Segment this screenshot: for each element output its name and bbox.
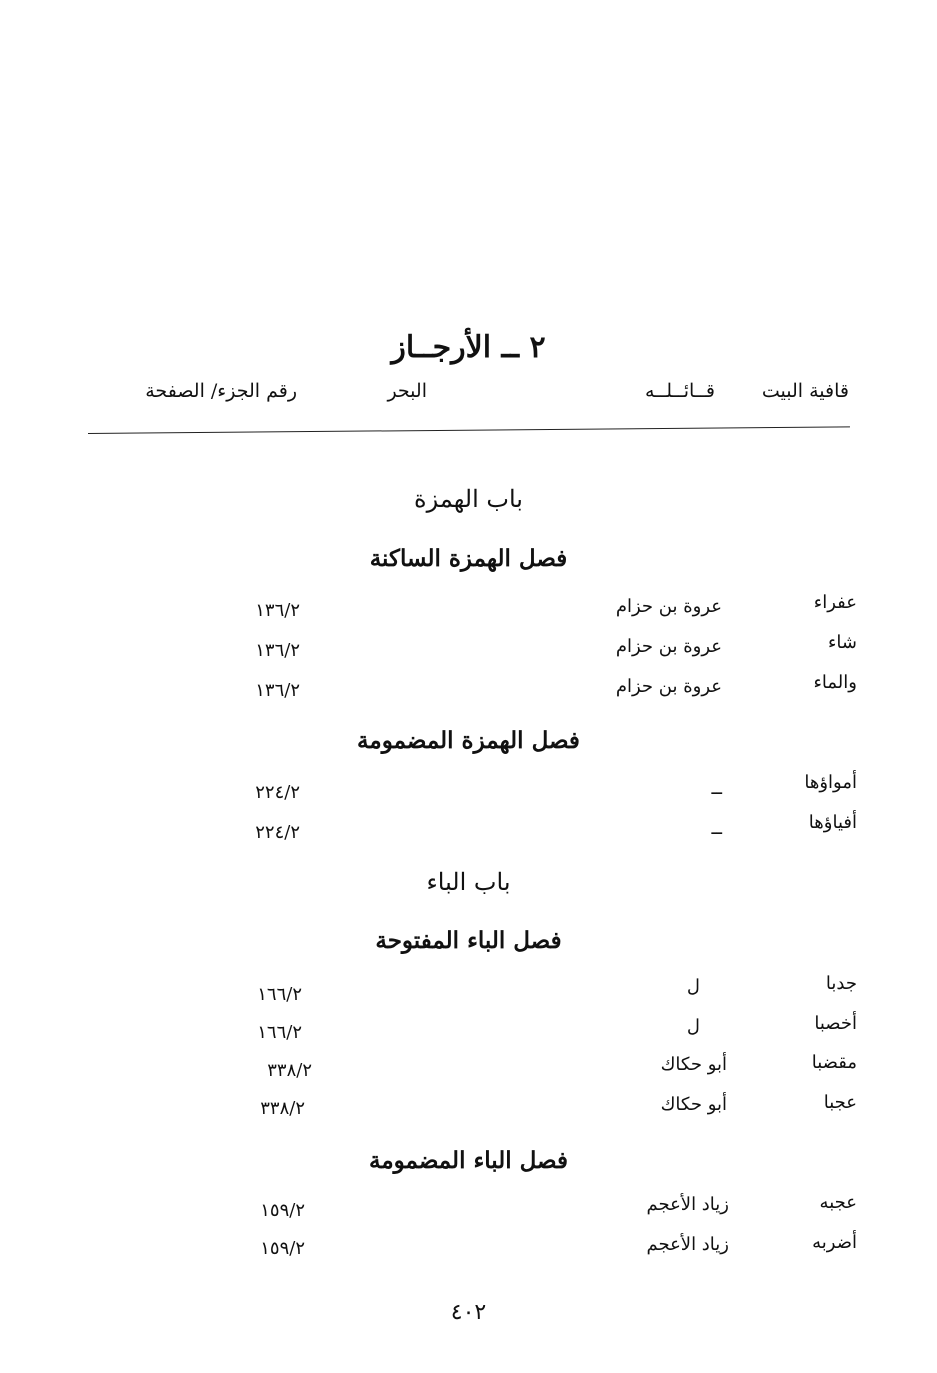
row-ref: ١٦٦/٢	[257, 984, 302, 1005]
row-ref: ٢٢٤/٢	[255, 782, 300, 803]
row-poet: ــ	[711, 778, 722, 799]
row-rhyme: عجبا	[823, 1092, 857, 1113]
row-poet: أبو حكاك	[660, 1094, 727, 1115]
page-title: ٢ ــ الأرجــاز	[391, 330, 546, 365]
row-poet: عروة بن حزام	[615, 676, 722, 697]
page-number: ٤٠٢	[450, 1300, 487, 1325]
row-ref: ٢٢٤/٢	[255, 822, 300, 843]
row-ref: ١٣٦/٢	[255, 680, 300, 701]
row-ref: ٣٣٨/٢	[260, 1098, 305, 1119]
row-ref: ١٥٩/٢	[260, 1238, 305, 1259]
subsection-fasl-maftuha-baa: فصل الباء المفتوحة	[375, 927, 562, 954]
row-ref: ١٥٩/٢	[260, 1200, 305, 1221]
section-bab-baa: باب الباء	[426, 868, 511, 896]
row-rhyme: والماء	[813, 672, 857, 693]
row-rhyme: جدبا	[825, 973, 857, 994]
row-rhyme: أفياؤها	[808, 812, 857, 833]
row-rhyme: أخصبا	[814, 1013, 857, 1034]
row-rhyme: شاء	[827, 632, 857, 653]
row-poet: عروة بن حزام	[615, 636, 722, 657]
subsection-fasl-sakina: فصل الهمزة الساكنة	[369, 545, 568, 572]
column-header-meter: البحر	[387, 380, 427, 402]
column-header-rhyme: قافية البيت	[761, 380, 849, 402]
row-rhyme: عفراء	[813, 592, 857, 613]
header-divider	[88, 426, 850, 434]
row-rhyme: أمواؤها	[804, 772, 857, 793]
column-header-ref: رقم الجزء/ الصفحة	[145, 380, 297, 402]
row-poet: ل	[686, 1016, 700, 1037]
row-rhyme: أضربه	[812, 1232, 857, 1253]
subsection-fasl-madmuma-hamza: فصل الهمزة المضمومة	[357, 727, 580, 754]
row-ref: ١٣٦/٢	[255, 600, 300, 621]
column-header-poet: قــائــلــه	[644, 380, 715, 402]
row-ref: ١٦٦/٢	[257, 1022, 302, 1043]
row-poet: عروة بن حزام	[615, 596, 722, 617]
row-poet: ــ	[711, 818, 722, 839]
row-poet: زياد الأعجم	[646, 1194, 729, 1215]
section-bab-hamza: باب الهمزة	[414, 485, 523, 513]
row-poet: ل	[686, 976, 700, 997]
row-ref: ١٣٦/٢	[255, 640, 300, 661]
subsection-fasl-madmuma-baa: فصل الباء المضمومة	[368, 1147, 568, 1174]
row-rhyme: مقضبا	[811, 1052, 857, 1073]
row-poet: زياد الأعجم	[646, 1234, 729, 1255]
row-ref: ٣٣٨/٢	[267, 1060, 312, 1081]
row-poet: أبو حكاك	[660, 1054, 727, 1075]
row-rhyme: عجبه	[819, 1192, 857, 1213]
